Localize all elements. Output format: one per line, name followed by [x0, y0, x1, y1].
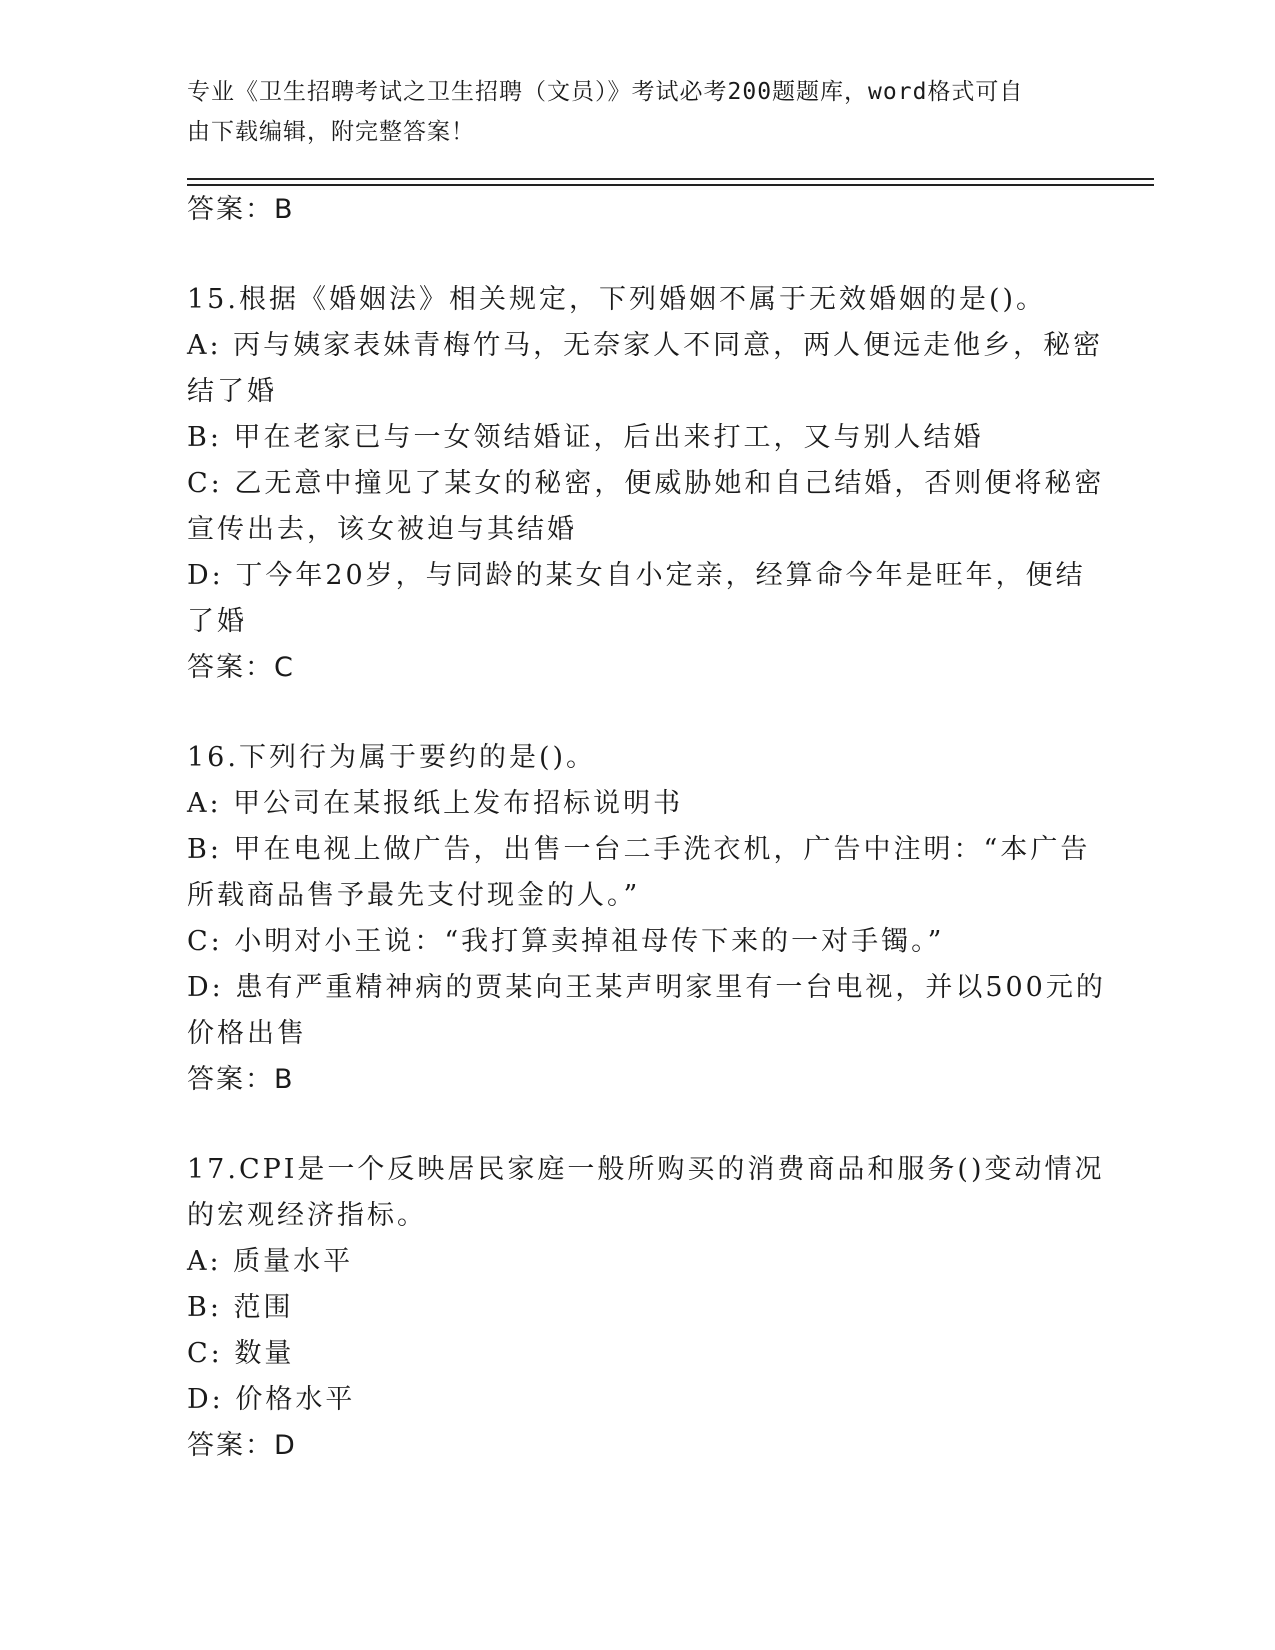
option-d: D: 价格水平 — [187, 1384, 356, 1415]
question-17 — [187, 1147, 1105, 1469]
spacer — [187, 691, 1087, 735]
document-header — [187, 72, 1067, 152]
option-d: D: 患有严重精神病的贾某向王某声明家里有一台电视，并以500元的 — [187, 972, 1106, 1003]
option-a: A: 甲公司在某报纸上发布招标说明书 — [187, 788, 684, 819]
header-line-1: 专业《卫生招聘考试之卫生招聘（文员）》考试必考200题题库，word格式可自 — [187, 79, 1024, 105]
option-a-continued: 结了婚 — [187, 376, 277, 407]
spacer — [187, 233, 1087, 277]
answer: 答案：D — [187, 1430, 297, 1461]
question-15 — [187, 277, 1105, 691]
answer: 答案：B — [187, 1064, 295, 1095]
option-c: C: 乙无意中撞见了某女的秘密，便威胁她和自己结婚，否则便将秘密 — [187, 468, 1105, 499]
option-d-continued: 了婚 — [187, 606, 247, 637]
question-list — [187, 187, 1106, 1469]
spacer — [187, 1103, 1087, 1147]
option-b: B: 甲在老家已与一女领结婚证，后出来打工，又与别人结婚 — [187, 422, 984, 453]
option-b: B: 范围 — [187, 1292, 294, 1323]
question-stem: 16.下列行为属于要约的是()。 — [187, 742, 597, 773]
option-c: C: 小明对小王说：“我打算卖掉祖母传下来的一对手镯。” — [187, 926, 945, 957]
option-b-continued: 所载商品售予最先支付现金的人。” — [187, 880, 641, 911]
answer: 答案：C — [187, 652, 295, 683]
header-line-2: 由下载编辑，附完整答案！ — [187, 119, 475, 145]
option-a: A: 质量水平 — [187, 1246, 354, 1277]
question-16 — [187, 735, 1106, 1103]
option-c-continued: 宣传出去，该女被迫与其结婚 — [187, 514, 577, 545]
option-c: C: 数量 — [187, 1338, 295, 1369]
question-stem: 15.根据《婚姻法》相关规定，下列婚姻不属于无效婚姻的是()。 — [187, 284, 1047, 315]
question-stem: 17.CPI是一个反映居民家庭一般所购买的消费商品和服务()变动情况 — [187, 1154, 1105, 1185]
header-divider-bottom — [187, 184, 1154, 186]
option-d-continued: 价格出售 — [187, 1018, 307, 1049]
previous-answer: 答案：B — [187, 194, 295, 225]
option-a: A: 丙与姨家表妹青梅竹马，无奈家人不同意，两人便远走他乡，秘密 — [187, 330, 1104, 361]
option-d: D: 丁今年20岁，与同龄的某女自小定亲，经算命今年是旺年，便结 — [187, 560, 1086, 591]
option-b: B: 甲在电视上做广告，出售一台二手洗衣机，广告中注明：“本广告 — [187, 834, 1091, 865]
question-stem-continued: 的宏观经济指标。 — [187, 1200, 427, 1231]
header-divider-top — [187, 178, 1154, 180]
